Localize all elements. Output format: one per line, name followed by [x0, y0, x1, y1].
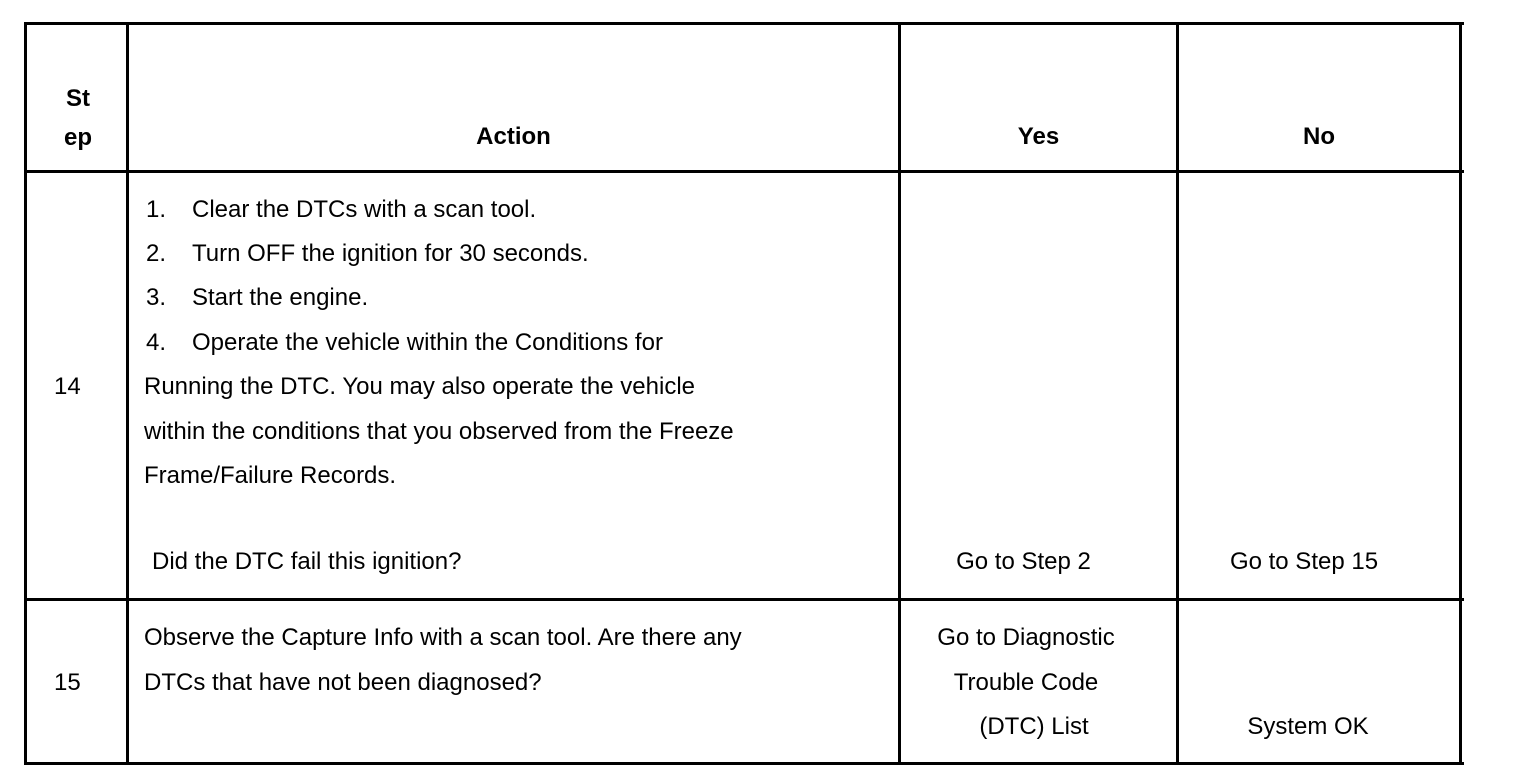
- item-text: Start the engine.: [192, 284, 369, 311]
- no-result: System OK: [1247, 713, 1369, 740]
- action-item-3: [146, 284, 368, 312]
- action-line-1: Observe the Capture Info with a scan tool. Are there any: [144, 624, 742, 651]
- header-step-line1: St: [66, 85, 90, 112]
- header-yes: Yes: [1017, 123, 1060, 150]
- header-no: No: [1303, 123, 1335, 150]
- step-number: 15: [54, 669, 81, 696]
- header-divider: [24, 170, 1464, 173]
- table-border-left: [24, 24, 27, 765]
- item-text: Turn OFF the ignition for 30 seconds.: [192, 240, 589, 267]
- action-item-1: [146, 196, 536, 224]
- action-item-4: [146, 329, 663, 357]
- item-text: Operate the vehicle within the Conditions for: [192, 329, 663, 356]
- header-action: Action: [476, 123, 551, 150]
- action-item-2: [146, 240, 589, 268]
- item-number: 2.: [146, 240, 167, 267]
- action-line-2: DTCs that have not been diagnosed?: [144, 669, 542, 696]
- yes-result-line-3: (DTC) List: [979, 713, 1089, 740]
- yes-result-line-2: Trouble Code: [953, 669, 1099, 696]
- action-continuation-3: Frame/Failure Records.: [144, 462, 397, 489]
- no-result: Go to Step 15: [1229, 548, 1379, 575]
- item-number: 4.: [146, 329, 167, 356]
- item-number: 1.: [146, 196, 167, 223]
- action-continuation-1: Running the DTC. You may also operate the vehicle: [144, 373, 696, 400]
- step-number: 14: [54, 373, 81, 400]
- item-number: 3.: [146, 284, 167, 311]
- table-border-bottom: [24, 762, 1464, 765]
- yes-result-line-1: Go to Diagnostic: [937, 624, 1115, 651]
- row-divider: [24, 598, 1464, 601]
- action-question: Did the DTC fail this ignition?: [152, 548, 462, 575]
- table-border-right: [1459, 24, 1462, 765]
- header-step-line2: ep: [63, 124, 92, 151]
- table-border-top: [24, 22, 1464, 25]
- item-text: Clear the DTCs with a scan tool.: [192, 196, 537, 223]
- action-continuation-2: within the conditions that you observed from the Freeze: [144, 418, 734, 445]
- yes-result: Go to Step 2: [956, 548, 1091, 575]
